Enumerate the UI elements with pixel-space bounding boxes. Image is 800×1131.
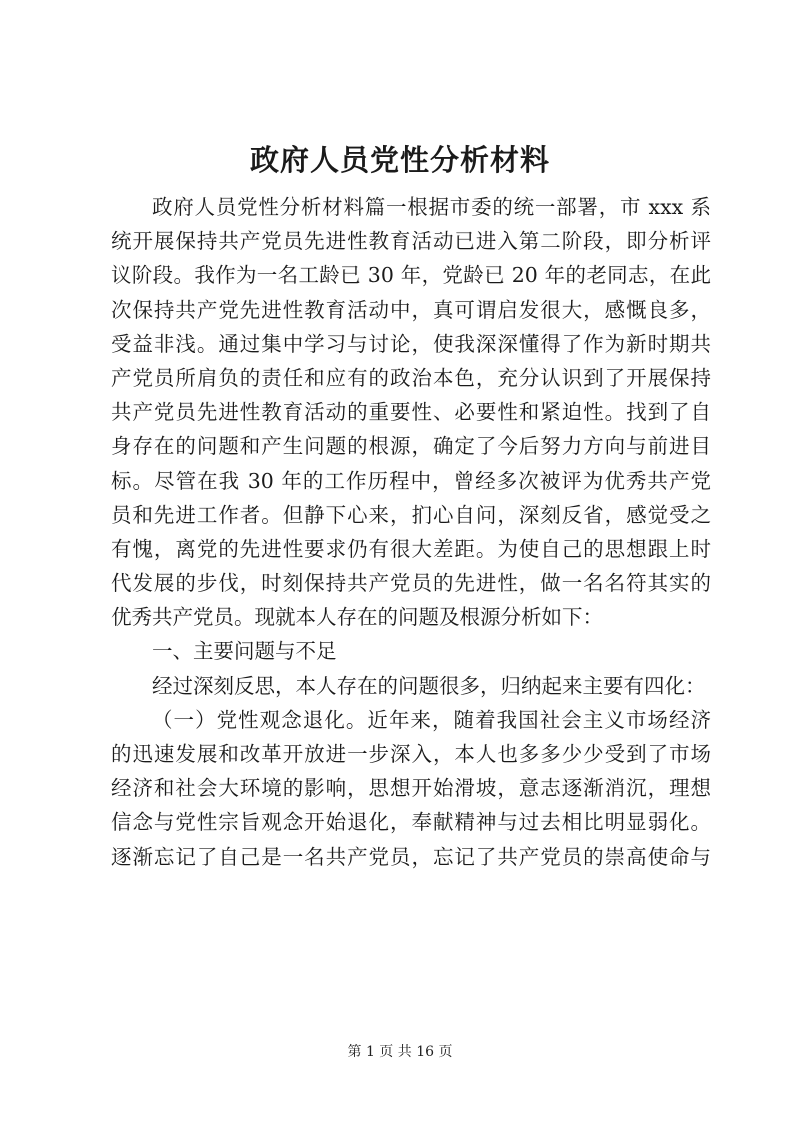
page-footer: 第 1 页 共 16 页 [347, 1044, 453, 1060]
subsection-line: （一）党性观念退化。近年来，随着我国社会主义市场经济 [152, 707, 711, 732]
document-title: 政府人员党性分析材料 [249, 143, 550, 177]
paragraph-line: 议阶段。我作为一名工龄已 30 年，党龄已 20 年的老同志，在此 [111, 263, 711, 288]
paragraph-line: 的迅速发展和改革开放进一步深入，本人也多多少少受到了市场 [111, 742, 711, 766]
paragraph-line: 统开展保持共产党员先进性教育活动已进入第二阶段，即分析评 [111, 229, 711, 254]
section-heading: 一、主要问题与不足 [152, 639, 337, 664]
paragraph-line: 经济和社会大环境的影响，思想开始滑坡，意志逐渐消沉，理想 [111, 776, 711, 801]
paragraph-line: 员和先进工作者。但静下心来，扪心自问，深刻反省，感觉受之 [111, 502, 711, 527]
paragraph-line: 身存在的问题和产生问题的根源，确定了今后努力方向与前进目 [111, 434, 711, 459]
paragraph-line: 政府人员党性分析材料篇一根据市委的统一部署，市 xxx 系 [152, 195, 711, 219]
paragraph-line: 经过深刻反思，本人存在的问题很多，归纳起来主要有四化： [152, 673, 706, 698]
paragraph-line: 信念与党性宗旨观念开始退化，奉献精神与过去相比明显弱化。 [111, 810, 711, 835]
paragraph-line: 优秀共产党员。现就本人存在的问题及根源分析如下： [111, 605, 603, 630]
paragraph-line: 产党员所肩负的责任和应有的政治本色，充分认识到了开展保持 [111, 365, 711, 390]
paragraph-line: 共产党员先进性教育活动的重要性、必要性和紧迫性。找到了自 [111, 400, 711, 425]
paragraph-line: 有愧，离党的先进性要求仍有很大差距。为使自己的思想跟上时 [111, 536, 711, 561]
paragraph-line: 标。尽管在我 30 年的工作历程中，曾经多次被评为优秀共产党 [111, 468, 711, 493]
paragraph-line: 受益非浅。通过集中学习与讨论，使我深深懂得了作为新时期共 [111, 331, 711, 356]
document-body [111, 190, 711, 874]
paragraph-line: 次保持共产党先进性教育活动中，真可谓启发很大，感慨良多， [111, 297, 711, 322]
paragraph-line: 逐渐忘记了自己是一名共产党员，忘记了共产党员的崇高使命与 [111, 844, 711, 869]
paragraph-line: 代发展的步伐，时刻保持共产党员的先进性，做一名名符其实的 [111, 571, 711, 596]
